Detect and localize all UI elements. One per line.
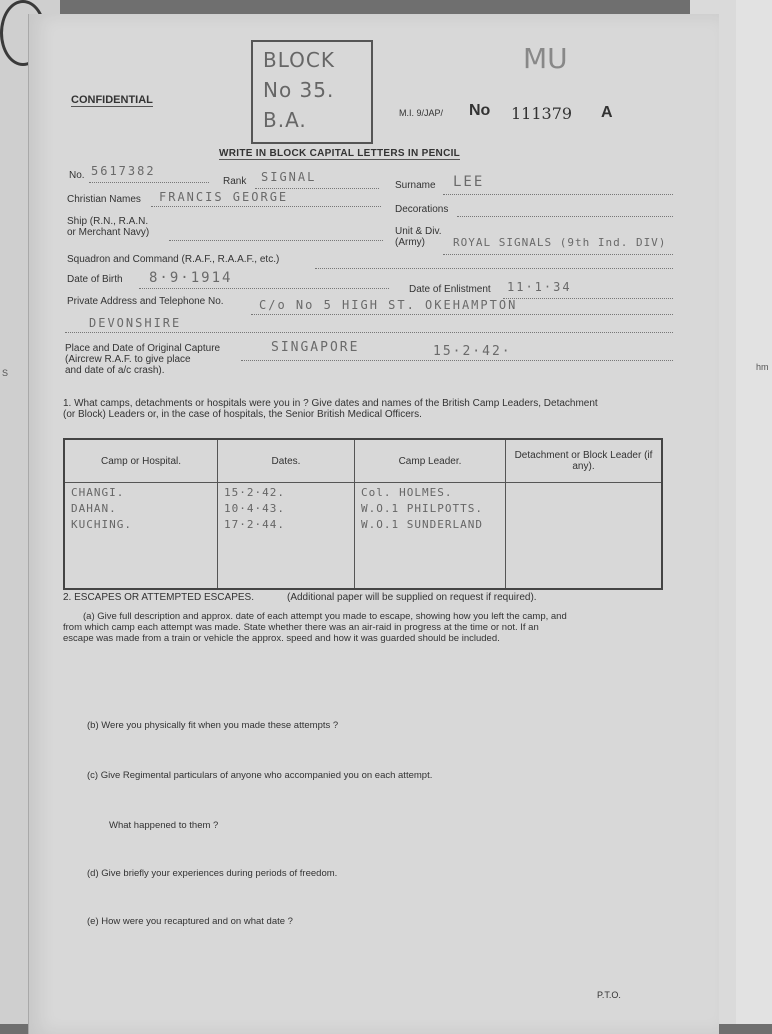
rank-value: SIGNAL bbox=[261, 170, 317, 184]
question-2c: (c) Give Regimental particulars of anyone who accompanied you on each attempt. bbox=[87, 770, 433, 781]
camps-table bbox=[63, 438, 663, 590]
capture-line bbox=[241, 360, 673, 361]
question-1-line-1: 1. What camps, detachments or hospitals were you in ? Give dates and names of the British Camp Leaders, Detachment bbox=[63, 398, 598, 409]
address-line bbox=[251, 314, 673, 315]
ref-suffix: A bbox=[601, 104, 613, 121]
ref-no-label: No bbox=[469, 102, 491, 119]
address-label: Private Address and Telephone No. bbox=[67, 296, 224, 307]
date-entry: 10·4·43. bbox=[224, 502, 285, 515]
leaders-column bbox=[355, 483, 506, 590]
confidential-label: CONFIDENTIAL bbox=[71, 94, 153, 106]
unit-label-1: Unit & Div. bbox=[395, 226, 442, 237]
dates-column bbox=[218, 483, 355, 590]
leader-entry: W.O.1 SUNDERLAND bbox=[361, 518, 483, 531]
camps-table-header bbox=[64, 439, 662, 483]
capture-date-value: 15·2·42· bbox=[433, 344, 512, 359]
address-line-2 bbox=[65, 332, 673, 333]
question-2a-line-2: from which camp each attempt was made. State whether there was an air-raid in progress at the time or not. If an bbox=[63, 622, 539, 633]
capture-label-2: (Aircrew R.A.F. to give place bbox=[65, 354, 191, 365]
camp-entry: KUCHING. bbox=[71, 518, 132, 531]
christian-names-label: Christian Names bbox=[67, 194, 141, 205]
rank-line bbox=[255, 188, 379, 189]
enlistment-value: 11·1·34 bbox=[507, 280, 572, 294]
instruction-heading: WRITE IN BLOCK CAPITAL LETTERS IN PENCIL bbox=[219, 148, 461, 159]
ref-number: 111379 bbox=[511, 104, 573, 123]
dob-line bbox=[139, 288, 389, 289]
right-page-fragment-1: hm bbox=[756, 362, 769, 372]
rank-label: Rank bbox=[223, 176, 247, 187]
question-2d: (d) Give briefly your experiences during periods of freedom. bbox=[87, 868, 338, 879]
handwritten-initials: MU bbox=[523, 42, 568, 75]
stamp-line-1: BLOCK bbox=[263, 48, 335, 72]
block-stamp bbox=[251, 40, 373, 144]
capture-label-1: Place and Date of Original Capture bbox=[65, 343, 221, 354]
surname-line bbox=[443, 194, 673, 195]
service-no-label: No. bbox=[69, 170, 85, 181]
detachment-column bbox=[506, 483, 663, 590]
enlistment-label: Date of Enlistment bbox=[409, 284, 491, 295]
enlistment-line bbox=[503, 298, 673, 299]
ship-label-2: or Merchant Navy) bbox=[67, 227, 150, 238]
question-2c-followup: What happened to them ? bbox=[109, 820, 219, 831]
unit-value: ROYAL SIGNALS (9th Ind. DIV) bbox=[453, 236, 667, 249]
ref-code: M.I. 9/JAP/ bbox=[399, 108, 444, 118]
decorations-label: Decorations bbox=[395, 204, 449, 215]
christian-names-value: FRANCIS GEORGE bbox=[159, 190, 289, 204]
surname-label: Surname bbox=[395, 180, 436, 191]
camps-table-body bbox=[64, 483, 662, 590]
date-entry: 15·2·42. bbox=[224, 486, 285, 499]
header-camp: Camp or Hospital. bbox=[64, 439, 218, 483]
date-entry: 17·2·44. bbox=[224, 518, 285, 531]
stamp-line-3: B.A. bbox=[263, 108, 307, 132]
question-1-line-2: (or Block) Leaders or, in the case of hospitals, the Senior British Medical Officers. bbox=[63, 409, 422, 420]
address-value-2: DEVONSHIRE bbox=[89, 316, 182, 330]
question-2a-line-3: escape was made from a train or vehicle the approx. speed and how it was guarded should be included. bbox=[63, 633, 500, 644]
surname-value: LEE bbox=[453, 174, 485, 190]
dob-label: Date of Birth bbox=[67, 274, 123, 285]
pto-label: P.T.O. bbox=[597, 990, 621, 1000]
squadron-line bbox=[315, 268, 673, 269]
camps-column bbox=[64, 483, 218, 590]
leader-entry: W.O.1 PHILPOTTS. bbox=[361, 502, 483, 515]
unit-line bbox=[443, 254, 673, 255]
decorations-line bbox=[457, 216, 673, 217]
service-no-line bbox=[89, 182, 209, 183]
ship-label-1: Ship (R.N., R.A.N. bbox=[67, 216, 149, 227]
camp-entry: DAHAN. bbox=[71, 502, 117, 515]
question-2-title: 2. ESCAPES OR ATTEMPTED ESCAPES. bbox=[63, 592, 254, 603]
camp-entry: CHANGI. bbox=[71, 486, 125, 499]
dob-value: 8·9·1914 bbox=[149, 270, 233, 286]
question-2-note: (Additional paper will be supplied on request if required). bbox=[287, 592, 537, 603]
stamp-line-2: No 35. bbox=[263, 78, 335, 102]
service-no-value: 5617382 bbox=[91, 164, 156, 178]
christian-names-line bbox=[151, 206, 381, 207]
question-2a-line-1: (a) Give full description and approx. date of each attempt you made to escape, showing how you left the camp, and bbox=[83, 611, 567, 622]
capture-label-3: and date of a/c crash). bbox=[65, 365, 165, 376]
header-detachment-leader: Detachment or Block Leader (if any). bbox=[506, 439, 663, 483]
unit-label-2: (Army) bbox=[395, 237, 425, 248]
header-dates: Dates. bbox=[218, 439, 355, 483]
form-sheet bbox=[28, 14, 719, 1034]
address-value: C/o No 5 HIGH ST. OKEHAMPTON bbox=[259, 298, 518, 312]
capture-place-value: SINGAPORE bbox=[271, 340, 360, 355]
leader-entry: Col. HOLMES. bbox=[361, 486, 453, 499]
question-2b: (b) Were you physically fit when you made these attempts ? bbox=[87, 720, 339, 731]
squadron-label: Squadron and Command (R.A.F., R.A.A.F., etc.) bbox=[67, 254, 280, 265]
header-camp-leader: Camp Leader. bbox=[355, 439, 506, 483]
ship-line bbox=[169, 240, 383, 241]
left-page-fragment: S bbox=[2, 368, 9, 378]
right-backing-page-edge bbox=[736, 0, 772, 1024]
question-2e: (e) How were you recaptured and on what date ? bbox=[87, 916, 293, 927]
